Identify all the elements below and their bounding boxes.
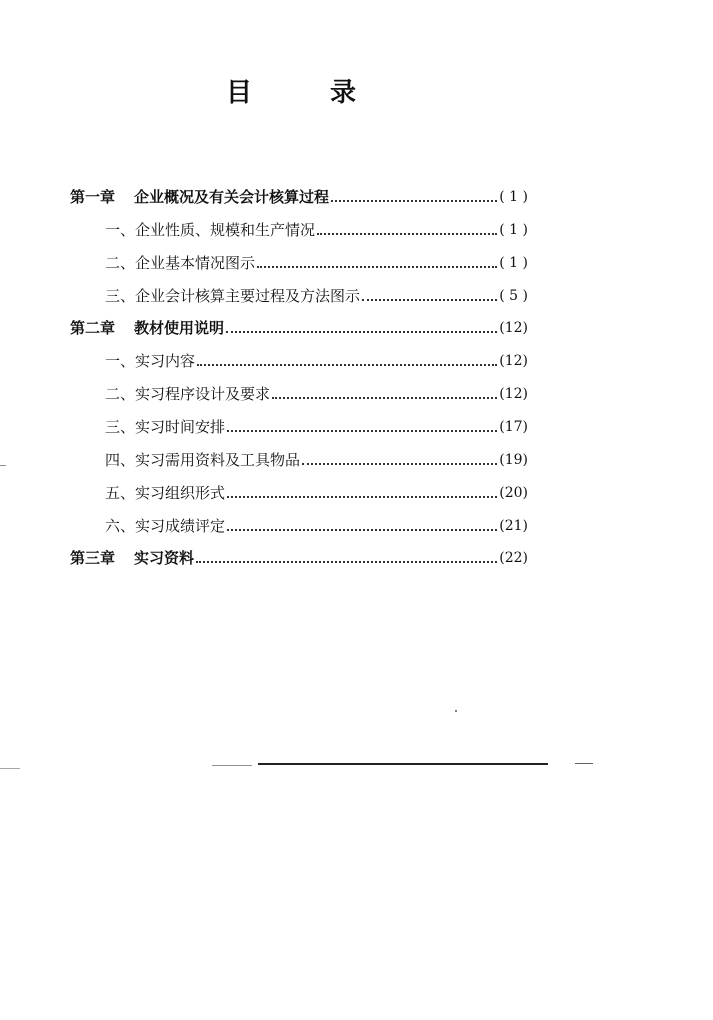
toc-entry-number: 二、 <box>105 254 136 272</box>
toc-entry-title: 企业基本情况图示 <box>135 254 256 272</box>
toc-entry-number: 第三章 <box>70 549 116 567</box>
dot-leader <box>362 298 497 301</box>
dot-leader <box>257 265 497 268</box>
dot-leader <box>227 528 497 531</box>
toc-entry-title: 实习组织形式 <box>135 484 226 502</box>
scan-artifact-dot <box>0 465 6 466</box>
toc-entry <box>70 183 528 207</box>
toc-entry-title: 实习内容 <box>135 352 196 370</box>
toc-entry-number: 六、 <box>105 517 136 535</box>
toc-entry <box>105 512 528 536</box>
dot-leader <box>331 199 497 202</box>
dot-leader <box>227 429 497 432</box>
title-char-left: 目 <box>226 78 253 108</box>
dot-leader <box>227 495 497 498</box>
toc-entry <box>70 544 528 568</box>
toc-entry <box>105 479 528 503</box>
toc-entry <box>105 216 528 240</box>
toc-entry-title: 实习程序设计及要求 <box>135 385 271 403</box>
toc-entry-title: 企业性质、规模和生产情况 <box>135 221 316 239</box>
dot-leader <box>196 560 497 563</box>
toc-entry-page: (17) <box>499 419 528 435</box>
toc-entry <box>105 249 528 273</box>
toc-entry-title: 企业会计核算主要过程及方法图示 <box>135 287 361 305</box>
toc-entry-page: ( 1 ) <box>499 255 528 271</box>
toc-entry <box>105 413 528 437</box>
toc-entry-title: 实习资料 <box>134 549 195 567</box>
toc-entry-page: (12) <box>499 353 528 369</box>
toc-entry-title: 教材使用说明 <box>134 319 225 337</box>
toc-entry-page: (21) <box>499 518 528 534</box>
toc-entry <box>105 446 528 470</box>
toc-entry-page: (12) <box>499 386 528 402</box>
toc-entry-page: (22) <box>499 550 528 566</box>
scan-artifact-line <box>575 763 593 764</box>
toc-entry-page: ( 1 ) <box>499 189 528 205</box>
toc-entry-number: 二、 <box>105 385 136 403</box>
dot-leader <box>226 330 497 333</box>
toc-entry <box>105 380 528 404</box>
toc-entry <box>105 347 528 371</box>
scan-artifact-line <box>0 768 20 769</box>
scan-artifact-line <box>258 763 548 765</box>
toc-entry-page: ( 1 ) <box>499 222 528 238</box>
toc-entry-number: 四、 <box>105 451 136 469</box>
toc-entry-number: 一、 <box>105 221 136 239</box>
toc-entry-number: 五、 <box>105 484 136 502</box>
toc-entry-number: 三、 <box>105 418 136 436</box>
toc-entry-number: 第一章 <box>70 188 116 206</box>
toc-entry-title: 实习需用资料及工具物品 <box>135 451 301 469</box>
page-title <box>226 78 356 108</box>
toc-entry-page: (19) <box>499 452 528 468</box>
dot-leader <box>197 363 497 366</box>
title-char-right: 录 <box>329 78 356 108</box>
dot-leader <box>302 462 497 465</box>
toc-entry-number: 第二章 <box>70 319 116 337</box>
toc-entry-number: 三、 <box>105 287 136 305</box>
toc-entry-number: 一、 <box>105 352 136 370</box>
toc-entry-page: ( 5 ) <box>499 288 528 304</box>
scan-artifact-dot <box>455 710 457 712</box>
toc-entry-title: 企业概况及有关会计核算过程 <box>134 188 330 206</box>
dot-leader <box>317 232 497 235</box>
toc-entry-title: 实习时间安排 <box>135 418 226 436</box>
dot-leader <box>272 396 497 399</box>
toc-entry-title: 实习成绩评定 <box>135 517 226 535</box>
toc-entry-page: (20) <box>499 485 528 501</box>
toc-entry <box>70 314 528 338</box>
toc-entry <box>105 282 528 306</box>
scan-artifact-line <box>212 765 252 766</box>
toc-entry-page: (12) <box>499 320 528 336</box>
